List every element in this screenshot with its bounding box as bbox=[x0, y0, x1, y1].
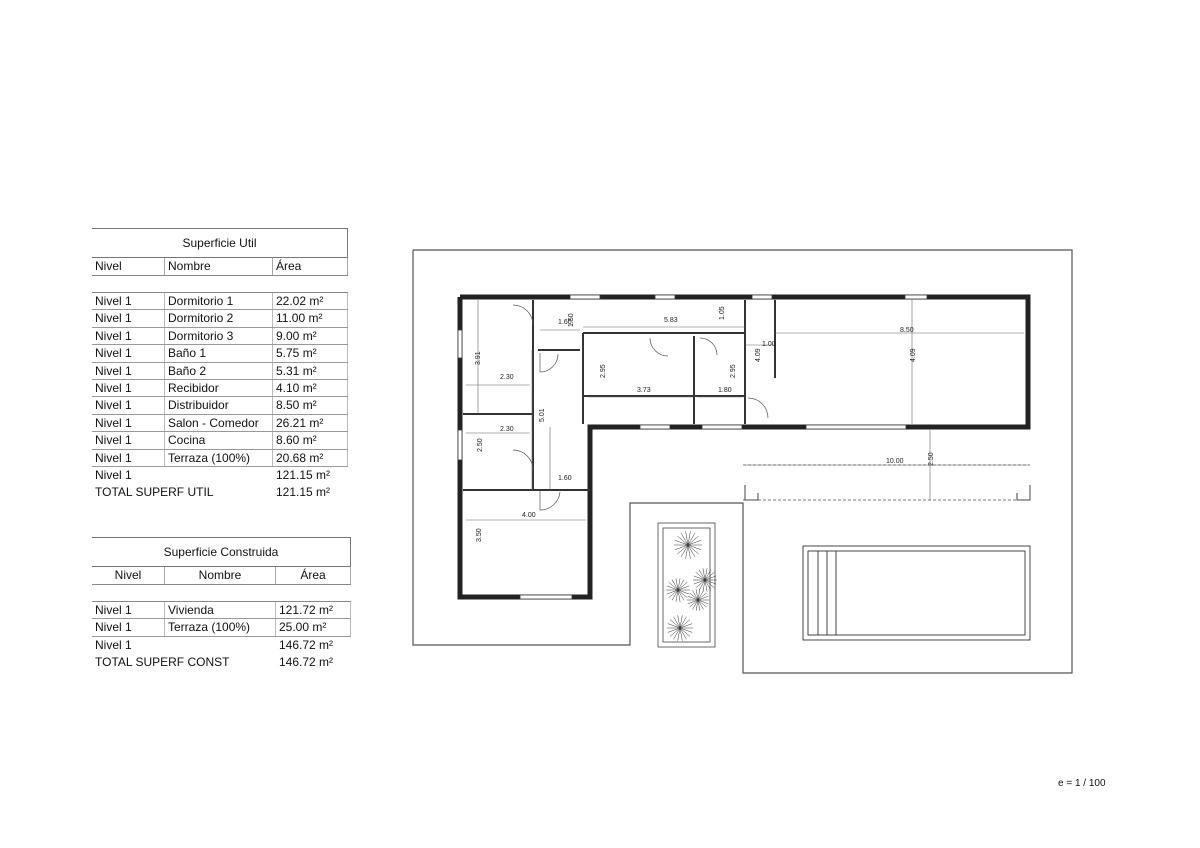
dimension-label: 5.01 bbox=[539, 408, 546, 422]
dimension-label: 1.50 bbox=[568, 313, 575, 327]
dimension-label: 1.05 bbox=[719, 306, 726, 320]
cell-nivel: Nivel 1 bbox=[92, 450, 165, 466]
cell-nivel: Nivel 1 bbox=[92, 345, 165, 361]
cell-nombre: Vivienda bbox=[165, 602, 276, 618]
dimension-label: 1.60 bbox=[558, 319, 572, 326]
dimension-label: 2.30 bbox=[500, 374, 514, 381]
cell-nivel: Nivel 1 bbox=[92, 432, 165, 448]
dimension-labels bbox=[475, 306, 935, 542]
cell-nivel: Nivel 1 bbox=[92, 363, 165, 379]
cell-nivel: Nivel 1 bbox=[92, 397, 165, 413]
total-label: TOTAL SUPERF CONST bbox=[95, 655, 230, 670]
header-nombre: Nombre bbox=[165, 258, 273, 275]
cell-nombre: Distribuidor bbox=[165, 397, 273, 413]
cell-nivel: Nivel 1 bbox=[92, 415, 165, 431]
cell-area: 8.50 m² bbox=[273, 397, 348, 413]
cell-area: 22.02 m² bbox=[273, 293, 348, 309]
table-title: Superficie Construida bbox=[92, 537, 351, 567]
cell-nivel: Nivel 1 bbox=[92, 619, 165, 635]
cell-nombre: Cocina bbox=[165, 432, 273, 448]
dimension-label: 2.50 bbox=[477, 438, 484, 452]
header-nivel: Nivel bbox=[92, 567, 165, 584]
total-area: 121.15 m² bbox=[276, 485, 331, 500]
cell-area: 4.10 m² bbox=[273, 380, 348, 396]
cell-nivel: Nivel 1 bbox=[92, 380, 165, 396]
dimension-label: 1.60 bbox=[558, 475, 572, 482]
cell-nivel: Nivel 1 bbox=[92, 310, 165, 326]
cell-area: 11.00 m² bbox=[273, 310, 348, 326]
header-area: Área bbox=[273, 258, 348, 275]
dimension-label: 10.00 bbox=[886, 458, 904, 465]
cell-area: 25.00 m² bbox=[276, 619, 351, 635]
subtotal-cell: 121.15 m² bbox=[276, 467, 331, 482]
cell-area: 26.21 m² bbox=[273, 415, 348, 431]
dimension-label: 5.83 bbox=[664, 317, 678, 324]
cell-nombre: Terraza (100%) bbox=[165, 450, 273, 466]
cell-nombre: Baño 2 bbox=[165, 363, 273, 379]
cell-nivel: Nivel 1 bbox=[92, 328, 165, 344]
cell-nombre: Recibidor bbox=[165, 380, 273, 396]
cell-nombre: Dormitorio 3 bbox=[165, 328, 273, 344]
dimension-label: 2.30 bbox=[500, 426, 514, 433]
dimension-label: 1.00 bbox=[762, 341, 776, 348]
dimension-label: 4.09 bbox=[755, 348, 762, 362]
cell-nombre: Terraza (100%) bbox=[165, 619, 276, 635]
dimension-label: 8.50 bbox=[900, 327, 914, 334]
cell-area: 121.72 m² bbox=[276, 602, 351, 618]
cell-area: 5.31 m² bbox=[273, 363, 348, 379]
header-nombre: Nombre bbox=[165, 567, 276, 584]
dimension-label: 2.95 bbox=[730, 364, 737, 378]
subtotal-cell: 146.72 m² bbox=[279, 637, 334, 652]
cell-area: 5.75 m² bbox=[273, 345, 348, 361]
dimension-label: 2.50 bbox=[928, 452, 935, 466]
scale-label: e = 1 / 100 bbox=[1058, 778, 1106, 789]
dimension-label: 3.50 bbox=[476, 528, 483, 542]
total-area: 146.72 m² bbox=[279, 655, 334, 670]
header-nivel: Nivel bbox=[92, 258, 165, 275]
cell-nivel: Nivel 1 bbox=[92, 602, 165, 618]
header-area: Área bbox=[276, 567, 351, 584]
cell-nombre: Dormitorio 2 bbox=[165, 310, 273, 326]
cell-area: 8.60 m² bbox=[273, 432, 348, 448]
cell-nombre: Dormitorio 1 bbox=[165, 293, 273, 309]
cell-area: 9.00 m² bbox=[273, 328, 348, 344]
table-title: Superficie Util bbox=[92, 228, 348, 258]
cell-nivel: Nivel 1 bbox=[92, 293, 165, 309]
cell-nombre: Baño 1 bbox=[165, 345, 273, 361]
cell-area: 20.68 m² bbox=[273, 450, 348, 466]
subtotal-cell: Nivel 1 bbox=[95, 637, 132, 652]
planter-plants bbox=[666, 531, 717, 641]
dimension-label: 3.91 bbox=[475, 351, 482, 365]
total-label: TOTAL SUPERF UTIL bbox=[95, 485, 214, 500]
dimension-label: 4.00 bbox=[522, 512, 536, 519]
cell-nombre: Salon - Comedor bbox=[165, 415, 273, 431]
dimension-label: 3.73 bbox=[637, 387, 651, 394]
dimension-label: 4.09 bbox=[910, 348, 917, 362]
subtotal-cell: Nivel 1 bbox=[95, 467, 132, 482]
dimension-label: 1.80 bbox=[718, 387, 732, 394]
dimension-label: 2.95 bbox=[600, 364, 607, 378]
